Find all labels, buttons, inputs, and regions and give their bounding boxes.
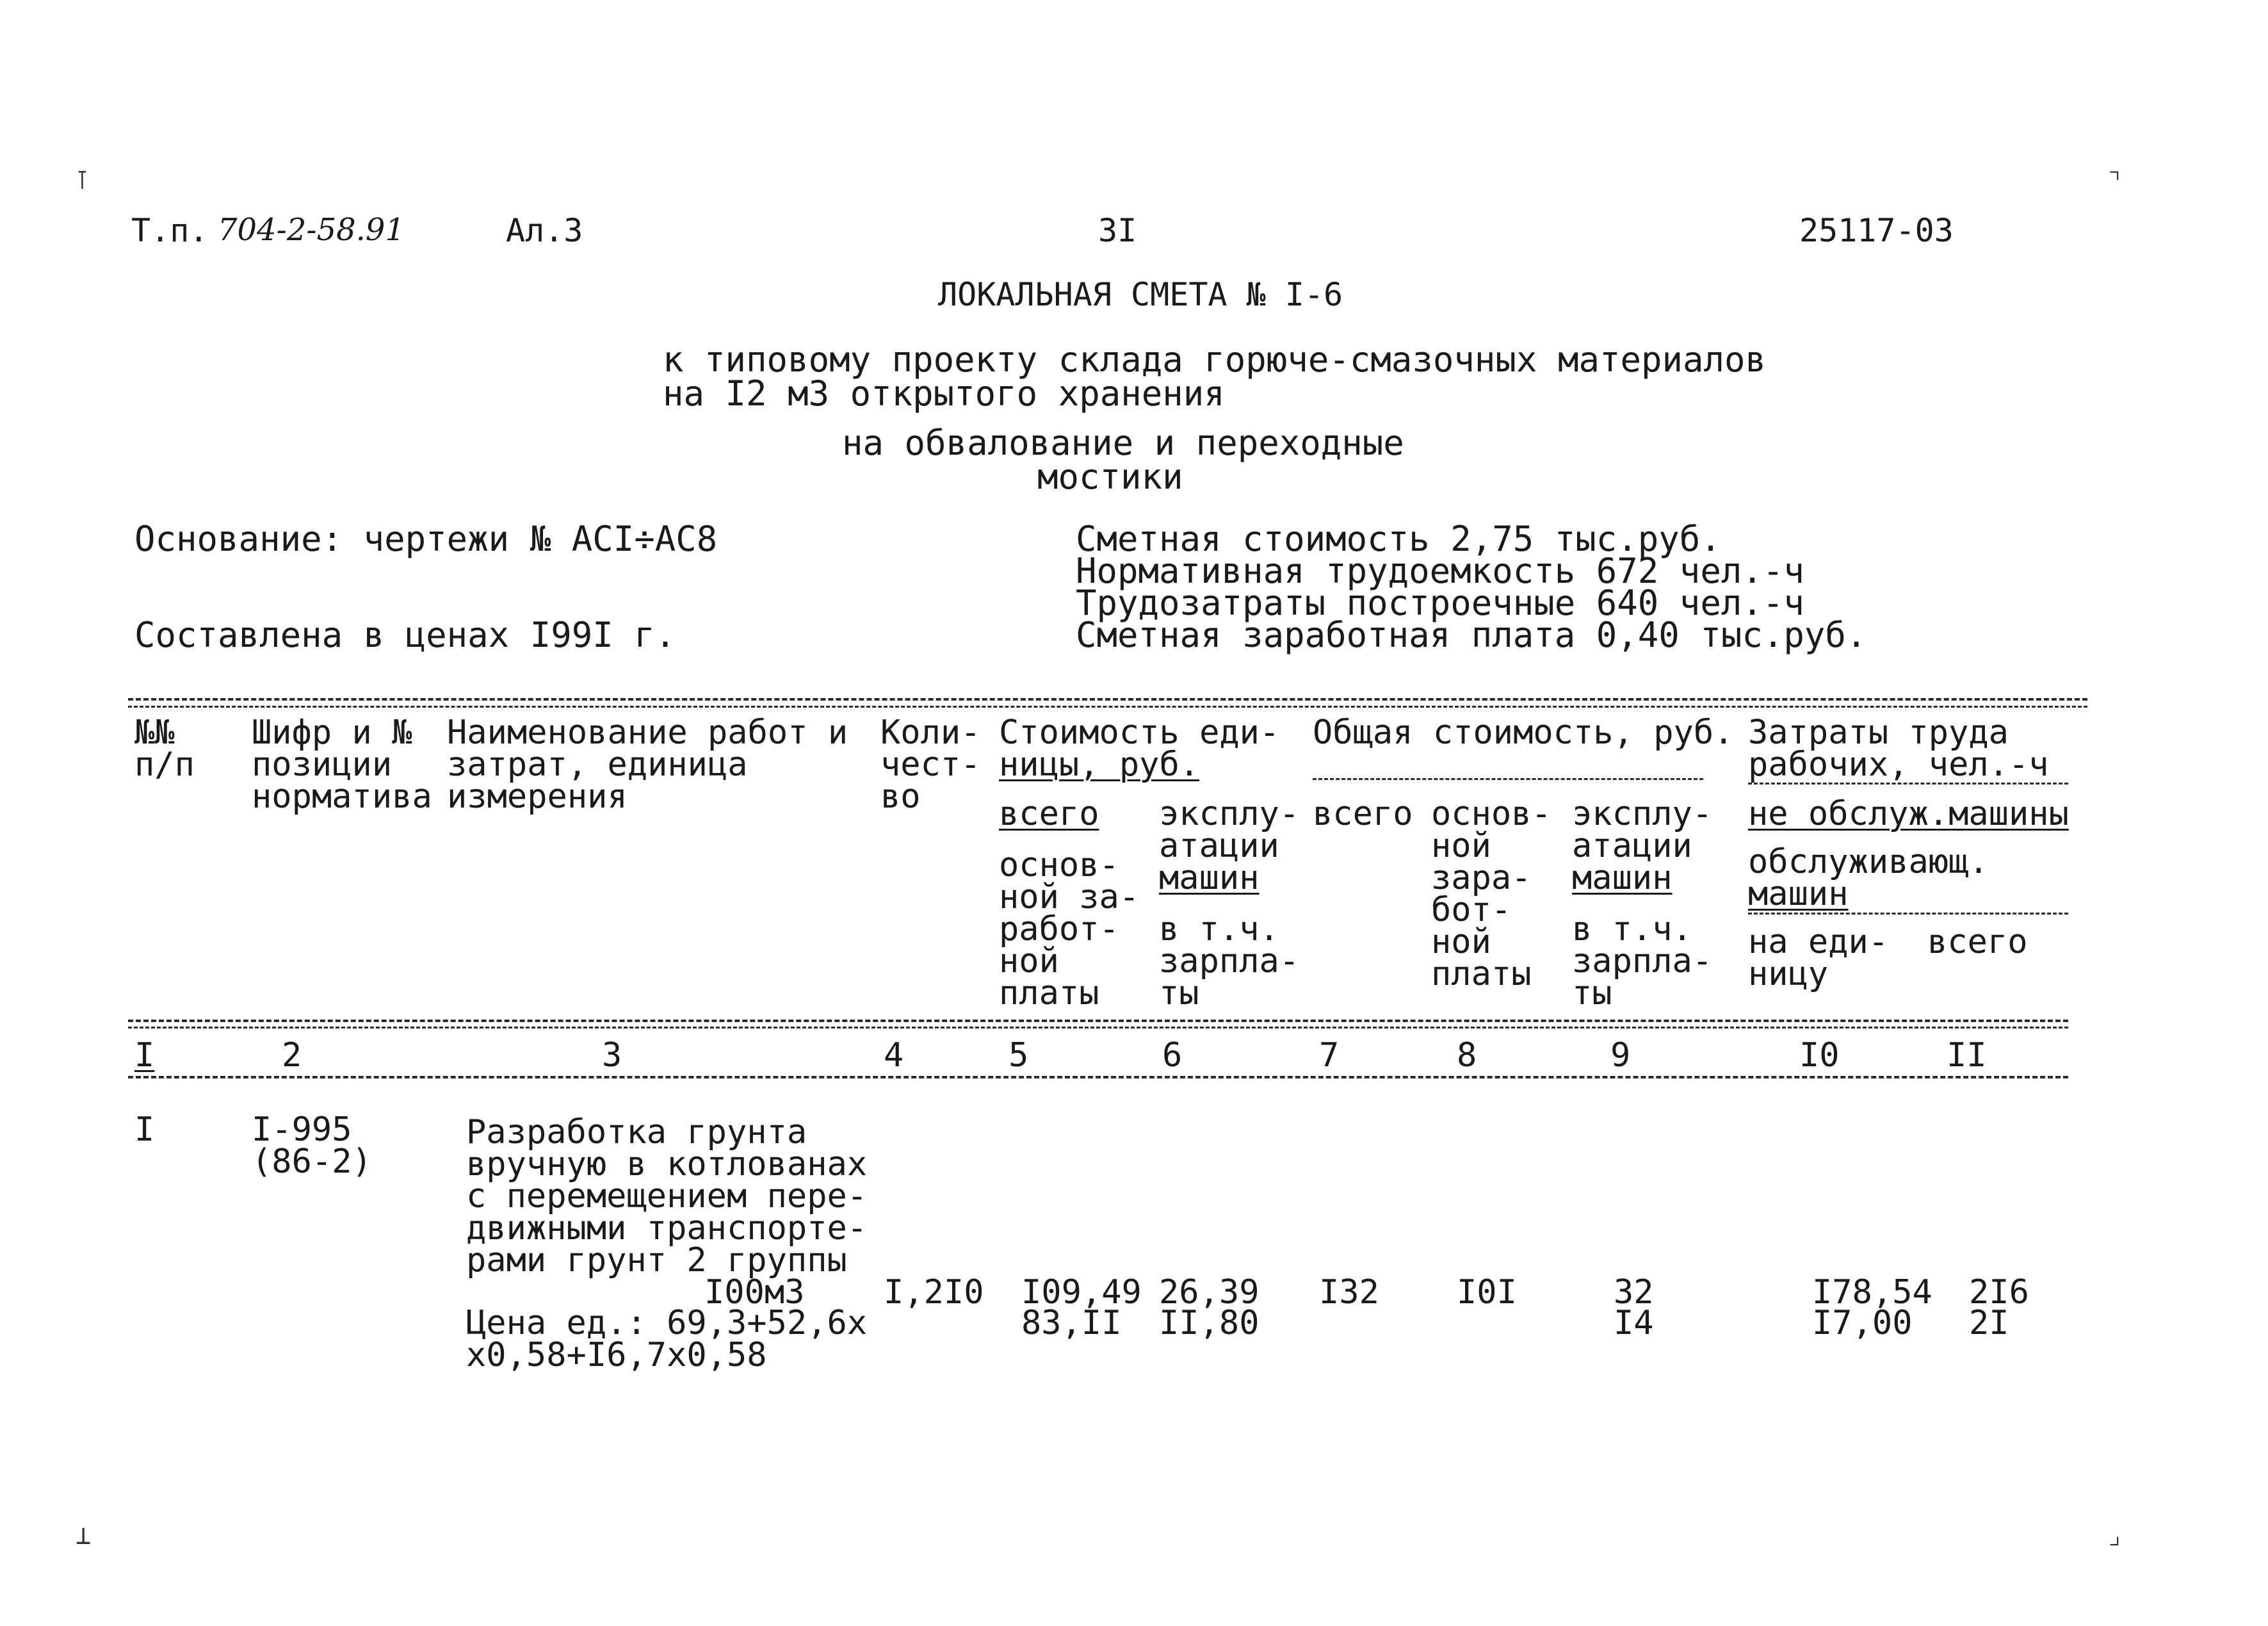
header-unit-total: всего xyxy=(999,795,1099,833)
page-number: 3I xyxy=(1098,212,1137,249)
labor-underline xyxy=(1748,783,2068,785)
header-total-machine-2: атации xyxy=(1572,827,1692,865)
row-number: I xyxy=(134,1110,155,1149)
estimate-title: ЛОКАЛЬНАЯ СМЕТА № I-6 xyxy=(938,276,1343,313)
row-name-5: рами грунт 2 группы xyxy=(466,1241,847,1280)
header-labor-per-unit-2: ницу xyxy=(1748,955,1829,993)
header-total-cost: Общая стоимость, руб. xyxy=(1313,713,1734,752)
row-name-2: вручную в котлованах xyxy=(466,1145,868,1183)
row-total: I32 xyxy=(1319,1273,1379,1312)
row-name-4: движными транспорте- xyxy=(466,1209,868,1248)
corner-mark-bottom-left: ⊥ xyxy=(76,1521,92,1550)
header-col3-line2: затрат, единица xyxy=(447,745,748,784)
header-total-basic-6: платы xyxy=(1431,955,1532,993)
subtitle-line-3: на обвалование и переходные xyxy=(842,423,1404,463)
corner-mark-top-right: ⌝ xyxy=(2107,166,2123,195)
project-code: 704-2-58.91 xyxy=(218,212,405,248)
table-top-rule xyxy=(128,698,2087,701)
header-labor-not-serving: не обслуж.машины xyxy=(1748,795,2069,833)
header-col4-line2: чест- xyxy=(880,745,981,784)
column-number-4: 4 xyxy=(884,1036,904,1075)
subtitle-line-4: мостики xyxy=(1037,457,1183,497)
row-unit-machine-wage: II,80 xyxy=(1159,1304,1260,1342)
row-labor-total-serving: 2I xyxy=(1969,1304,2009,1342)
total-cost-underline xyxy=(1313,778,1703,780)
header-labor-all: всего xyxy=(1927,923,2028,961)
header-unit-machine-wage-2: зарпла- xyxy=(1159,942,1300,980)
header-unit-machine-wage-3: ты xyxy=(1159,974,1199,1012)
header-col2-line2: позиции xyxy=(252,745,393,784)
header-total-basic-3: зара- xyxy=(1431,859,1532,897)
row-unit-basic: 83,II xyxy=(1021,1304,1122,1342)
row-unit: I00м3 xyxy=(704,1273,805,1312)
header-labor-serving-1: обслуживающ. xyxy=(1748,843,1989,881)
column-number-2: 2 xyxy=(282,1036,302,1075)
column-number-9: 9 xyxy=(1610,1036,1631,1075)
header-unit-machine-wage-1: в т.ч. xyxy=(1159,910,1279,948)
header-total-machine-wage-1: в т.ч. xyxy=(1572,910,1692,948)
column-numbers-rule xyxy=(128,1076,2068,1078)
header-col3-line1: Наименование работ и xyxy=(447,713,848,752)
header-unit-basic-2: ной за- xyxy=(999,878,1140,916)
header-unit-cost-line2: ницы, руб. xyxy=(999,745,1200,784)
row-total-machine: 32 xyxy=(1614,1273,1654,1312)
basis-text: Основание: чертежи № АСI÷АС8 xyxy=(134,519,718,559)
header-labor-line2: рабочих, чел.-ч xyxy=(1748,745,2049,784)
row-name-3: с перемещением пере- xyxy=(466,1177,868,1215)
row-code-2: (86-2) xyxy=(252,1142,372,1181)
header-unit-machine-1: эксплу- xyxy=(1159,795,1300,833)
header-total-total: всего xyxy=(1313,795,1413,833)
row-code-1: I-995 xyxy=(252,1110,352,1149)
header-col1-line1: №№ xyxy=(134,713,175,752)
row-price-note-2: х0,58+I6,7х0,58 xyxy=(466,1336,767,1374)
row-unit-total: I09,49 xyxy=(1021,1273,1142,1312)
header-total-machine-wage-3: ты xyxy=(1572,974,1612,1012)
row-total-basic: I0I xyxy=(1457,1273,1517,1312)
header-total-basic-4: бот- xyxy=(1431,891,1512,929)
column-number-10: I0 xyxy=(1799,1036,1840,1075)
header-unit-machine-2: атации xyxy=(1159,827,1279,865)
header-total-basic-2: ной xyxy=(1431,827,1491,865)
header-total-basic-5: ной xyxy=(1431,923,1491,961)
header-unit-basic-5: платы xyxy=(999,974,1099,1012)
album-label: Ал.3 xyxy=(506,212,583,249)
project-prefix: Т.п. xyxy=(131,212,209,249)
normative-labor: Нормативная трудоемкость 672 чел.-ч xyxy=(1076,551,1804,591)
header-unit-basic-4: ной xyxy=(999,942,1059,980)
header-col2-line3: норматива xyxy=(252,777,432,816)
header-col4-line3: во xyxy=(880,777,921,816)
subtitle-line-1: к типовому проекту склада горюче-смазочных материалов xyxy=(663,339,1767,380)
row-name-1: Разработка грунта xyxy=(466,1113,807,1151)
header-total-basic-1: основ- xyxy=(1431,795,1551,833)
header-unit-cost-line1: Стоимость еди- xyxy=(999,713,1280,752)
header-col3-line3: измерения xyxy=(447,777,628,816)
row-quantity: I,2I0 xyxy=(884,1273,984,1312)
row-labor-unit-serving: I7,00 xyxy=(1812,1304,1913,1342)
corner-mark-bottom-right: ⌟ xyxy=(2107,1521,2123,1550)
header-bottom-rule-2 xyxy=(128,1027,2068,1028)
header-total-machine-3: машин xyxy=(1572,859,1673,897)
estimated-wages: Сметная заработная плата 0,40 тыс.руб. xyxy=(1076,615,1867,655)
row-labor-total: 2I6 xyxy=(1969,1273,2029,1312)
header-total-machine-wage-2: зарпла- xyxy=(1572,942,1713,980)
row-unit-machine: 26,39 xyxy=(1159,1273,1260,1312)
header-col1-line2: п/п xyxy=(134,745,195,784)
header-unit-basic-3: работ- xyxy=(999,910,1119,948)
header-labor-line1: Затраты труда xyxy=(1748,713,2009,752)
header-labor-serving-2: машин xyxy=(1748,875,1849,913)
header-unit-basic-1: основ- xyxy=(999,846,1119,884)
column-number-11: II xyxy=(1947,1036,1987,1075)
column-number-3: 3 xyxy=(602,1036,622,1075)
header-labor-per-unit-1: на еди- xyxy=(1748,923,1889,961)
labor-serving-underline xyxy=(1748,913,2068,915)
column-number-7: 7 xyxy=(1319,1036,1340,1075)
corner-mark-top-left: ⊺ xyxy=(76,166,89,195)
column-number-8: 8 xyxy=(1457,1036,1477,1075)
header-col2-line1: Шифр и № xyxy=(252,713,412,752)
header-total-machine-1: эксплу- xyxy=(1572,795,1713,833)
header-col4-line1: Коли- xyxy=(880,713,981,752)
header-bottom-rule xyxy=(128,1020,2068,1022)
subtitle-line-2: на I2 м3 открытого хранения xyxy=(663,373,1225,414)
prices-text: Составлена в ценах I99I г. xyxy=(134,615,676,655)
estimated-cost: Сметная стоимость 2,75 тыс.руб. xyxy=(1076,519,1721,559)
site-labor: Трудозатраты построечные 640 чел.-ч xyxy=(1076,583,1804,623)
column-number-1: I xyxy=(134,1036,155,1075)
row-labor-unit: I78,54 xyxy=(1812,1273,1932,1312)
column-number-5: 5 xyxy=(1008,1036,1029,1075)
row-total-machine-wage: I4 xyxy=(1614,1304,1654,1342)
table-top-rule-2 xyxy=(128,706,2087,708)
header-unit-machine-3: машин xyxy=(1159,859,1260,897)
row-price-note-1: Цена ед.: 69,3+52,6х xyxy=(466,1304,868,1342)
column-number-6: 6 xyxy=(1162,1036,1183,1075)
document-id: 25117-03 xyxy=(1799,212,1954,249)
